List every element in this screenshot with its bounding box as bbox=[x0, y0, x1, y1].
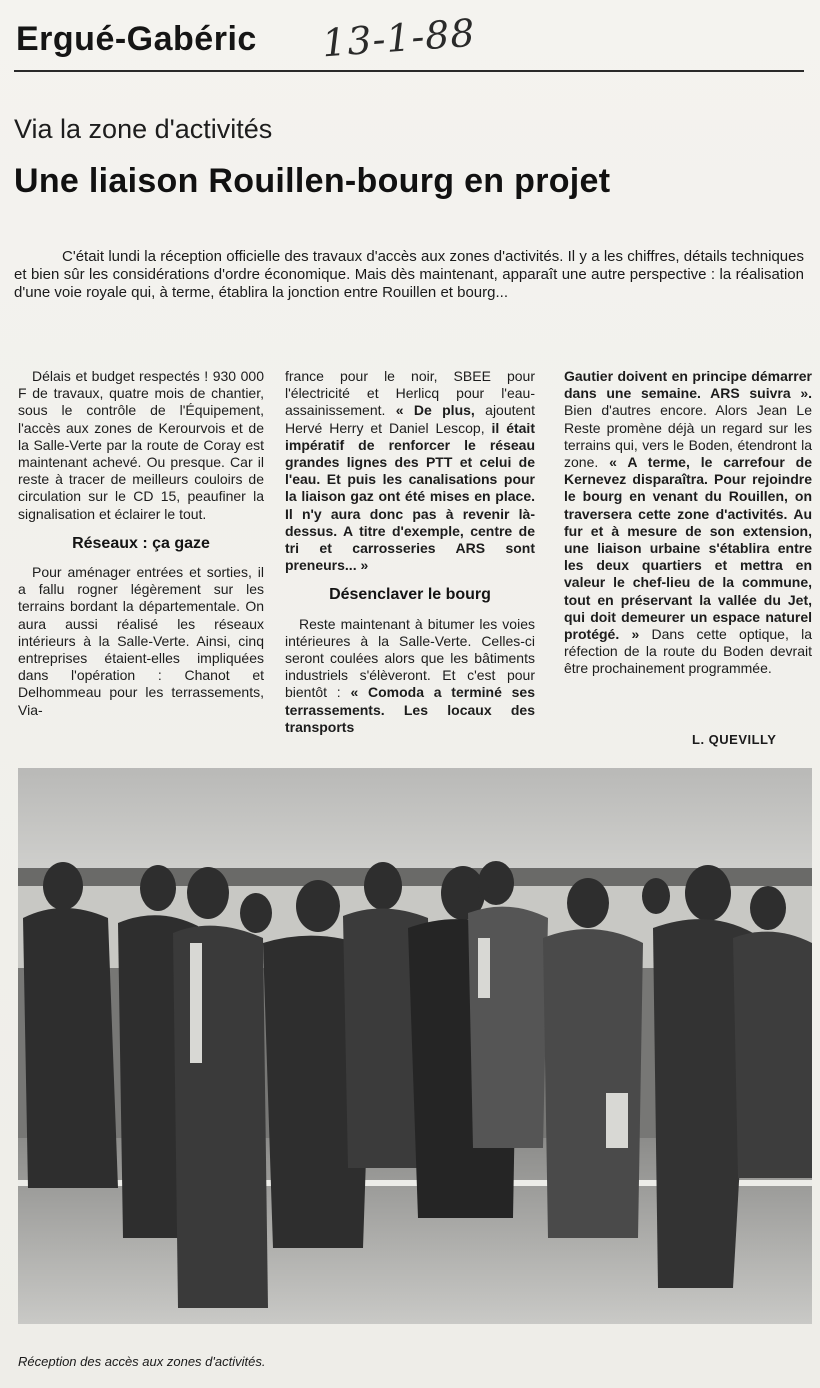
subheading-desenclaver: Désenclaver le bourg bbox=[329, 586, 491, 604]
text-run: Reste maintenant à bitumer les voies intérieures à la Salle-Verte. Celles-ci seront coulées alors que les bâtiments industriels s'élèveront. Et c'est pour bientôt : bbox=[285, 615, 535, 701]
handwritten-date: 13-1-88 bbox=[320, 10, 477, 66]
article-column-3 bbox=[564, 368, 812, 678]
article-kicker: Via la zone d'activités bbox=[14, 114, 273, 144]
section-town-title: Ergué-Gabéric bbox=[16, 20, 257, 58]
quote-run: Gautier doivent en principe démarrer dans une semaine. ARS suivra ». bbox=[564, 368, 812, 402]
photo-illustration bbox=[18, 768, 812, 1324]
text-run: ajoutent Hervé Herry et Daniel Lescop, bbox=[285, 402, 535, 436]
header bbox=[14, 12, 804, 70]
article-column-1 bbox=[18, 368, 264, 719]
header-divider bbox=[14, 70, 804, 72]
text-run: Dans cette optique, la réfection de la route du Boden devrait être prochainement programmée. bbox=[564, 626, 813, 677]
paragraph bbox=[285, 616, 535, 736]
text-run: Bien d'autres encore. Alors Jean Le Reste promène déjà un regard sur les terrains qui, vers le Boden, étendront la zone. bbox=[564, 402, 812, 471]
quote-run: il était impératif de renforcer le réseau grandes lignes des PTT et celui de l'eau. Et puis les canalisations pour la liaison gaz ont été mises en place. Il n'y aura donc pas à revenir là-dessus. A titre d'exemple, centre de tri et carrosseries ARS sont preneurs... » bbox=[285, 419, 535, 574]
quote-run: « Comoda a terminé ses terrassements. Les locaux des transports bbox=[285, 684, 536, 735]
paragraph bbox=[564, 368, 812, 678]
quote-run: « De plus, bbox=[395, 402, 475, 419]
group-photo bbox=[18, 768, 812, 1324]
paragraph bbox=[285, 368, 535, 574]
paragraph: Délais et budget respectés ! 930 000 F de travaux, quatre mois de chantier, sous le contrôle de l'Équipement, l'accès aux zones de Kerourvois et de la Salle-Verte par la route de Coray est maintenant achevé. Ou presque. Car il reste à tracer de meilleurs couloirs de circulation sur le CD 15, peaufiner la signalisation et éclairer le tout. bbox=[18, 368, 264, 522]
article-column-2 bbox=[285, 368, 535, 736]
paragraph: Pour aménager entrées et sorties, il a fallu rogner légèrement sur les terrains bordant la départementale. On aura aussi réalisé les réseaux intérieurs à la Salle-Verte. Ainsi, cinq entreprises étaient-elles impliquées dans l'opération : Chanot et Delhommeau pour les terrassements, Via- bbox=[18, 564, 264, 718]
article-headline: Une liaison Rouillen-bourg en projet bbox=[14, 162, 611, 200]
quote-run: « A terme, le carrefour de Kernevez disparaîtra. Pour rejoindre le bourg en venant du Rouillen, on traversera cette zone d'activités. Au fur et à mesure de son extension, une liaison urbaine s'établira entre les deux quartiers et mettra en valeur le chef-lieu de la commune, tout en préservant la vallée du Jet, qui doit demeurer un espace naturel protégé. » bbox=[564, 454, 813, 643]
photo-caption: Réception des accès aux zones d'activités. bbox=[18, 1354, 266, 1369]
article-chapeau: C'était lundi la réception officielle des travaux d'accès aux zones d'activités. Il y a les chiffres, détails techniques et bien sûr les considérations d'ordre économique. Mais dès maintenant, apparaît une autre perspective : la réalisation d'une voie royale qui, à terme, établira la jonction entre Rouillen et bourg... bbox=[14, 248, 804, 301]
byline: L. QUEVILLY bbox=[692, 732, 777, 747]
subheading-reseaux: Réseaux : ça gaze bbox=[72, 534, 210, 552]
text-run: france pour le noir, SBEE pour l'électricité et Herlicq pour l'eau-assainissement. bbox=[285, 368, 535, 419]
